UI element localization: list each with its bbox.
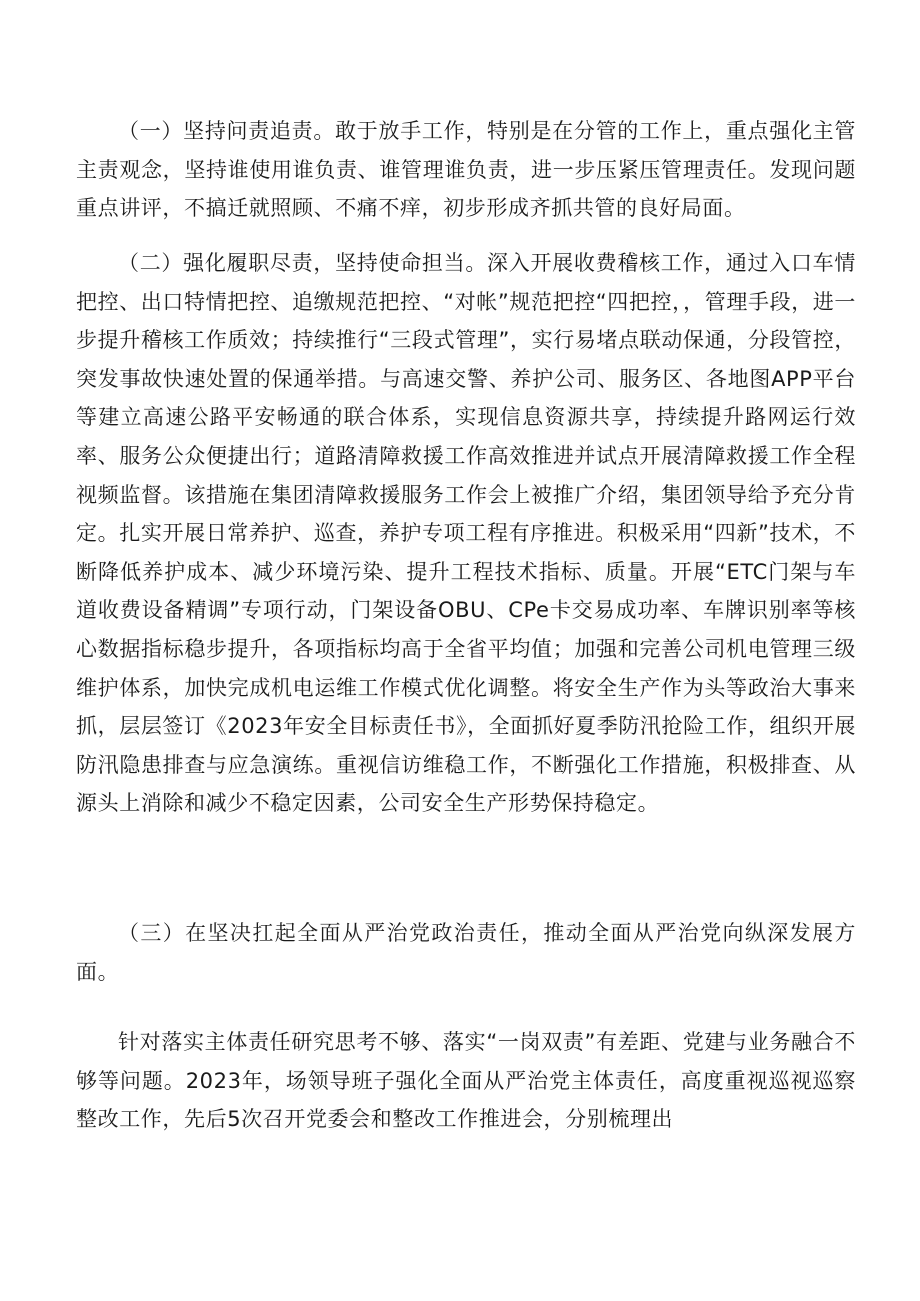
document-body-section-1: [76, 112, 856, 228]
paragraph-duty-performance: （二）强化履职尽责，坚持使命担当。深入开展收费稽核工作，通过入口车情把控、出口特情把控、追缴规范把控、“对帐”规范把控“四把控，，管理手段，进一步提升稽核工作质效；持续推行“三段式管理”，实行易堵点联动保通，分段管控，突发事故快速处置的保通举措。与高速交警、养护公司、服务区、各地图APP平台等建立高速公路平安畅通的联合体系，实现信息资源共享，持续提升路网运行效率、服务公众便捷出行；道路清障救援工作高效推进并试点开展清障救援工作全程视频监督。该措施在集团清障救援服务工作会上被推广介绍，集团领导给予充分肯定。扎实开展日常养护、巡查，养护专项工程有序推进。积极采用“四新”技术，不断降低养护成本、减少环境污染、提升工程技术指标、质量。开展“ETC门架与车道收费设备精调”专项行动，门架设备OBU、CPe卡交易成功率、车牌识别率等核心数据指标稳步提升，各项指标均高于全省平均值；加强和完善公司机电管理三级维护体系，加快完成机电运维工作模式优化调整。将安全生产作为头等政治大事来抓，层层签订《2023年安全目标责任书》，全面抓好夏季防汛抢险工作，组织开展防汛隐患排查与应急演练。重视信访维稳工作，不断强化工作措施，积极排查、从源头上消除和减少不稳定因素，公司安全生产形势保持稳定。: [76, 251, 856, 816]
paragraph-accountability: （一）坚持问责追责。敢于放手工作，特别是在分管的工作上，重点强化主管主责观念，坚持谁使用谁负责、谁管理谁负责，进一步压紧压管理责任。发现问题重点讲评，不搞迁就照顾、不痛不痒，初步形成齐抓共管的良好局面。: [76, 119, 856, 221]
document-body-section-2: [76, 244, 856, 823]
paragraph-party-governance-heading: （三）在坚决扛起全面从严治党政治责任，推动全面从严治党向纵深发展方面。: [76, 921, 856, 984]
document-body-section-4: [76, 1023, 856, 1139]
document-body-section-3: [76, 914, 856, 991]
paragraph-main-responsibility: 针对落实主体责任研究思考不够、落实“一岗双责”有差距、党建与业务融合不够等问题。2023年，场领导班子强化全面从严治党主体责任，高度重视巡视巡察整改工作，先后5次召开党委会和整改工作推进会，分别梳理出: [76, 1030, 856, 1132]
